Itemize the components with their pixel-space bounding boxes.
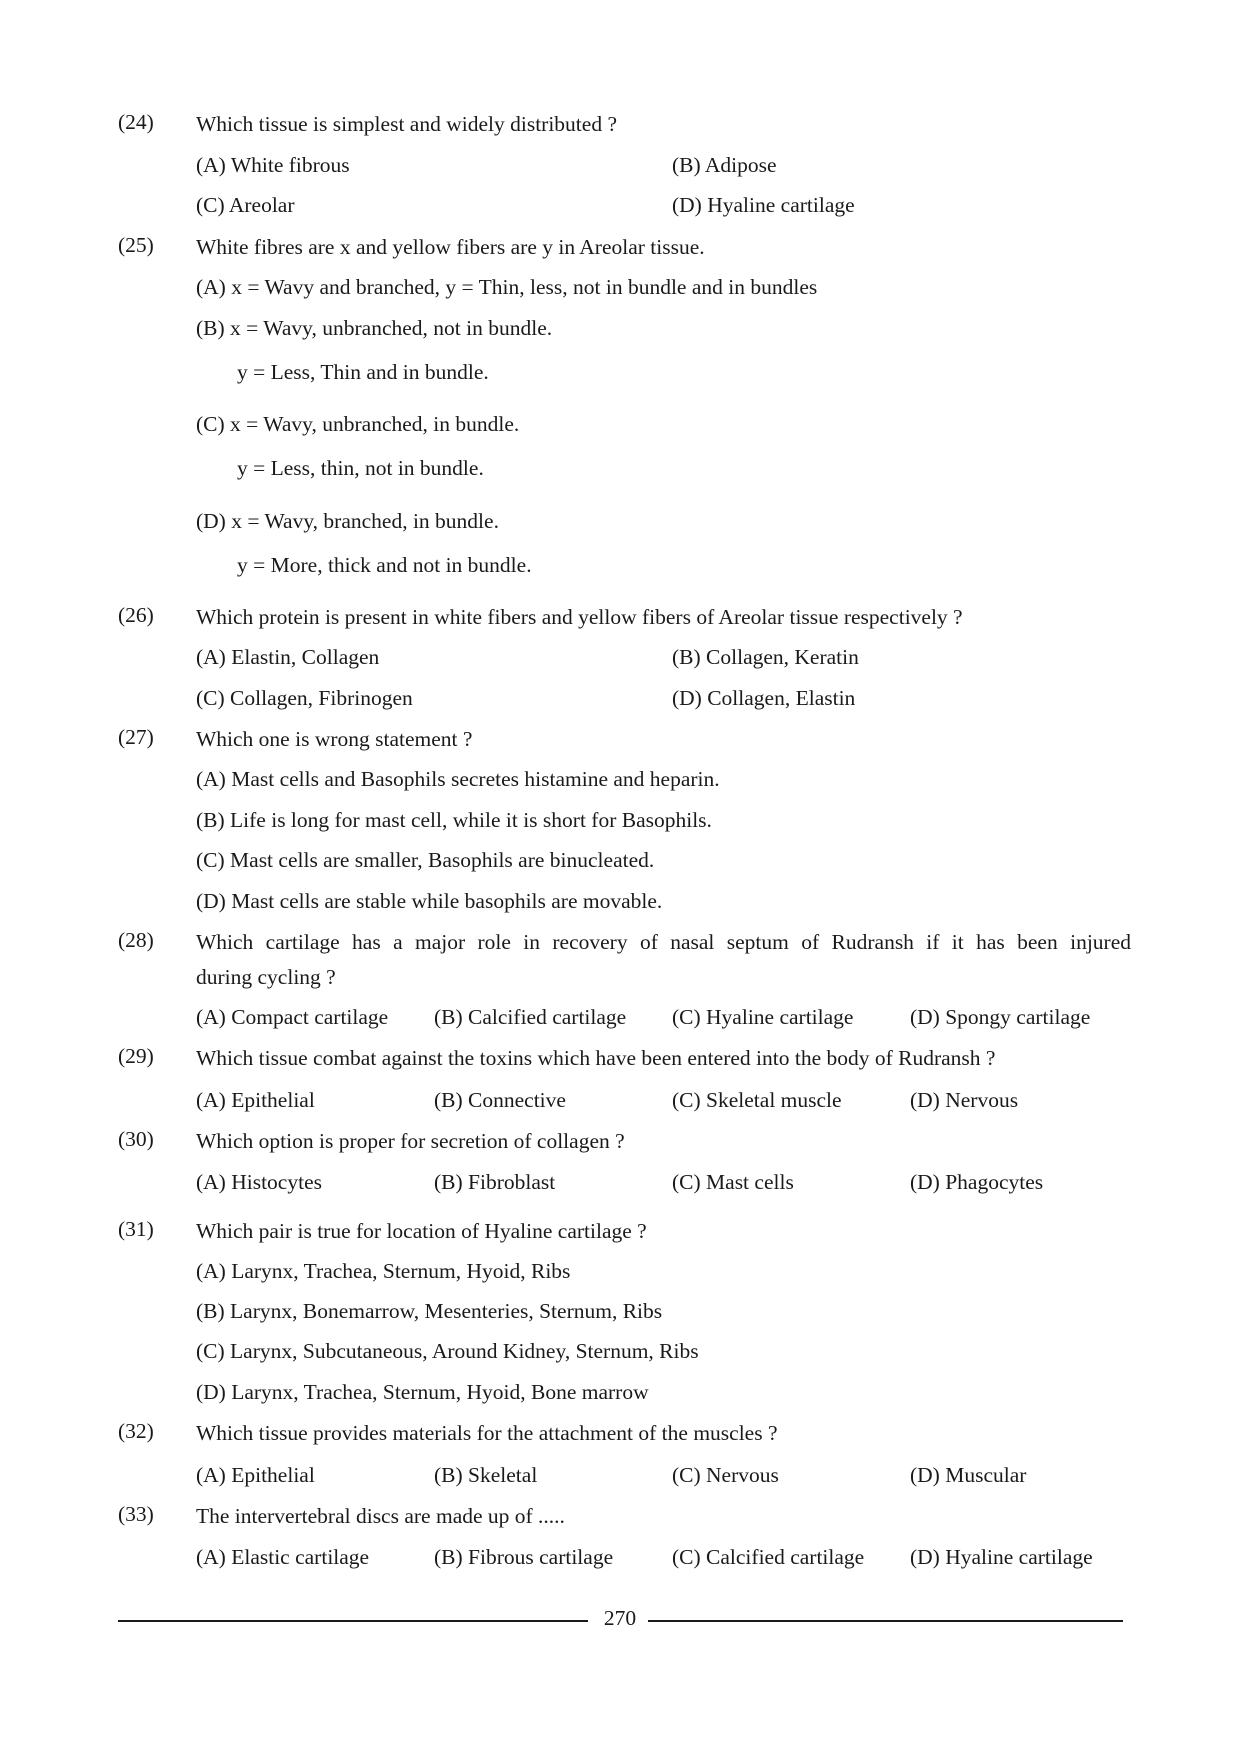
option-c: (C) Hyaline cartilage: [672, 1005, 854, 1029]
question-number: (28): [118, 928, 154, 952]
option-a: (A) White fibrous: [196, 153, 350, 177]
option-b: (B) Adipose: [672, 153, 777, 177]
option-a: (A) x = Wavy and branched, y = Thin, less, not in bundle and in bundles: [196, 275, 818, 299]
option-b: (B) Connective: [434, 1088, 566, 1112]
question-text: Which tissue is simplest and widely distributed ?: [196, 112, 617, 136]
option-a: (A) Elastin, Collagen: [196, 645, 380, 669]
question-text: Which tissue provides materials for the attachment of the muscles ?: [196, 1421, 778, 1445]
option-d: (D) Nervous: [910, 1088, 1019, 1112]
question-number: (32): [118, 1419, 154, 1443]
option-a: (A) Mast cells and Basophils secretes histamine and heparin.: [196, 767, 720, 791]
option-d: (D) Mast cells are stable while basophils are movable.: [196, 889, 663, 913]
option-d: (D) Collagen, Elastin: [672, 686, 856, 710]
question-text: White fibres are x and yellow fibers are y in Areolar tissue.: [196, 235, 705, 259]
option-b-line1: (B) x = Wavy, unbranched, not in bundle.: [196, 316, 553, 340]
question-text: Which tissue combat against the toxins which have been entered into the body of Rudransh ?: [196, 1046, 996, 1070]
option-d-line1: (D) x = Wavy, branched, in bundle.: [196, 509, 499, 533]
option-c-line2: y = Less, thin, not in bundle.: [237, 456, 484, 480]
option-c: (C) Skeletal muscle: [672, 1088, 842, 1112]
option-d: (D) Hyaline cartilage: [910, 1545, 1093, 1569]
question-text: Which option is proper for secretion of collagen ?: [196, 1129, 625, 1153]
option-a: (A) Elastic cartilage: [196, 1545, 370, 1569]
question-number: (29): [118, 1044, 154, 1068]
option-c: (C) Mast cells are smaller, Basophils are binucleated.: [196, 848, 655, 872]
question-text: The intervertebral discs are made up of .....: [196, 1504, 565, 1528]
question-text: Which one is wrong statement ?: [196, 727, 473, 751]
option-c: (C) Larynx, Subcutaneous, Around Kidney, Sternum, Ribs: [196, 1339, 699, 1363]
option-a: (A) Histocytes: [196, 1170, 322, 1194]
option-d: (D) Muscular: [910, 1463, 1027, 1487]
option-b: (B) Collagen, Keratin: [672, 645, 859, 669]
option-b: (B) Fibroblast: [434, 1170, 556, 1194]
option-a: (A) Compact cartilage: [196, 1005, 389, 1029]
option-c: (C) Calcified cartilage: [672, 1545, 865, 1569]
option-b: (B) Larynx, Bonemarrow, Mesenteries, Sternum, Ribs: [196, 1299, 663, 1323]
question-number: (27): [118, 725, 154, 749]
option-b: (B) Fibrous cartilage: [434, 1545, 614, 1569]
footer-rule-left: [118, 1620, 588, 1622]
question-text: Which protein is present in white fibers and yellow fibers of Areolar tissue respectively ?: [196, 605, 963, 629]
question-number: (33): [118, 1502, 154, 1526]
option-a: (A) Epithelial: [196, 1088, 315, 1112]
option-c: (C) Mast cells: [672, 1170, 794, 1194]
question-number: (30): [118, 1127, 154, 1151]
option-b: (B) Calcified cartilage: [434, 1005, 627, 1029]
option-c: (C) Collagen, Fibrinogen: [196, 686, 413, 710]
option-d: (D) Larynx, Trachea, Sternum, Hyoid, Bone marrow: [196, 1380, 649, 1404]
page-number: 270: [603, 1606, 637, 1630]
option-a: (A) Epithelial: [196, 1463, 315, 1487]
option-b: (B) Life is long for mast cell, while it is short for Basophils.: [196, 808, 712, 832]
question-text: Which pair is true for location of Hyaline cartilage ?: [196, 1219, 647, 1243]
question-text-line2: during cycling ?: [196, 965, 336, 989]
option-b: (B) Skeletal: [434, 1463, 538, 1487]
option-b-line2: y = Less, Thin and in bundle.: [237, 360, 489, 384]
option-c: (C) Nervous: [672, 1463, 779, 1487]
option-d-line2: y = More, thick and not in bundle.: [237, 553, 532, 577]
option-a: (A) Larynx, Trachea, Sternum, Hyoid, Ribs: [196, 1259, 571, 1283]
option-c: (C) Areolar: [196, 193, 295, 217]
footer-rule-right: [648, 1620, 1123, 1622]
question-number: (31): [118, 1217, 154, 1241]
option-d: (D) Hyaline cartilage: [672, 193, 855, 217]
option-d: (D) Phagocytes: [910, 1170, 1044, 1194]
question-number: (25): [118, 233, 154, 257]
question-number: (26): [118, 603, 154, 627]
question-number: (24): [118, 110, 154, 134]
question-text-line1: Which cartilage has a major role in recovery of nasal septum of Rudransh if it has been injured: [196, 930, 1131, 954]
option-c-line1: (C) x = Wavy, unbranched, in bundle.: [196, 412, 520, 436]
option-d: (D) Spongy cartilage: [910, 1005, 1091, 1029]
